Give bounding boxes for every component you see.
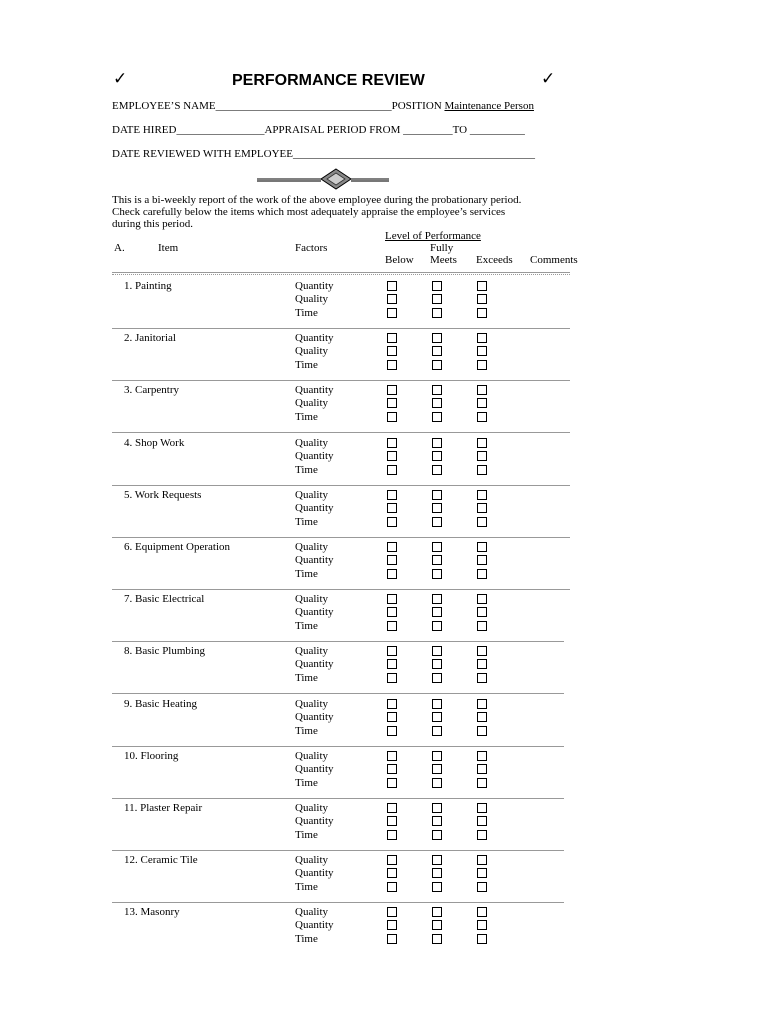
row-divider xyxy=(112,850,564,851)
item-label: 13. Masonry xyxy=(124,906,180,918)
review-item-row xyxy=(0,698,770,750)
checkbox-meets[interactable] xyxy=(432,451,442,461)
checkbox-meets[interactable] xyxy=(432,308,442,318)
factor-label: Quality xyxy=(295,397,328,410)
factors-column-header: Factors xyxy=(295,242,328,254)
review-item-row xyxy=(0,280,770,332)
item-label: 11. Plaster Repair xyxy=(124,802,203,814)
checkbox-below[interactable] xyxy=(387,830,397,840)
checkbox-meets[interactable] xyxy=(432,803,442,813)
review-item-row xyxy=(0,437,770,489)
checkbox-below[interactable] xyxy=(387,673,397,683)
checkbox-exceeds[interactable] xyxy=(477,438,487,448)
row-divider xyxy=(112,746,564,747)
factor-label: Quality xyxy=(295,489,328,501)
checkbox-meets[interactable] xyxy=(432,281,442,291)
checkbox-meets[interactable] xyxy=(432,712,442,722)
checkbox-below[interactable] xyxy=(387,360,397,370)
factor-label: Time xyxy=(295,671,318,684)
checkmark-icon: ✓ xyxy=(541,69,556,89)
checkbox-meets[interactable] xyxy=(432,830,442,840)
checkbox-below[interactable] xyxy=(387,751,397,761)
factor-label: Time xyxy=(295,619,318,632)
checkbox-exceeds[interactable] xyxy=(477,451,487,461)
checkbox-below[interactable] xyxy=(387,907,397,917)
checkbox-exceeds[interactable] xyxy=(477,569,487,579)
checkbox-below[interactable] xyxy=(387,503,397,513)
date-hired-field[interactable]: ________________ xyxy=(176,124,265,136)
checkbox-meets[interactable] xyxy=(432,438,442,448)
checkbox-below[interactable] xyxy=(387,490,397,500)
checkbox-below[interactable] xyxy=(387,555,397,565)
checkbox-meets[interactable] xyxy=(432,333,442,343)
checkbox-exceeds[interactable] xyxy=(477,412,487,422)
checkbox-below[interactable] xyxy=(387,803,397,813)
review-item-row xyxy=(0,593,770,645)
checkmark-icon: ✓ xyxy=(113,69,128,89)
checkbox-exceeds[interactable] xyxy=(477,607,487,617)
factor-label: Time xyxy=(295,776,318,789)
employee-name-row xyxy=(112,100,534,112)
checkbox-exceeds[interactable] xyxy=(477,398,487,408)
checkbox-exceeds[interactable] xyxy=(477,346,487,356)
checkbox-exceeds[interactable] xyxy=(477,803,487,813)
checkbox-exceeds[interactable] xyxy=(477,830,487,840)
checkbox-exceeds[interactable] xyxy=(477,465,487,475)
checkbox-meets[interactable] xyxy=(432,465,442,475)
factor-label: Quality xyxy=(295,293,328,306)
intro-text xyxy=(112,194,521,230)
checkbox-exceeds[interactable] xyxy=(477,360,487,370)
checkbox-below[interactable] xyxy=(387,659,397,669)
item-label: 1. Painting xyxy=(124,280,172,292)
factor-label: Quantity xyxy=(295,919,334,932)
checkbox-below[interactable] xyxy=(387,855,397,865)
checkbox-exceeds[interactable] xyxy=(477,646,487,656)
factor-label: Quality xyxy=(295,437,328,449)
checkbox-exceeds[interactable] xyxy=(477,308,487,318)
checkbox-meets[interactable] xyxy=(432,882,442,892)
row-divider xyxy=(112,537,570,538)
checkbox-below[interactable] xyxy=(387,412,397,422)
checkbox-below[interactable] xyxy=(387,465,397,475)
factor-label: Quality xyxy=(295,906,328,918)
date-reviewed-label: DATE REVIEWED WITH EMPLOYEE xyxy=(112,148,293,160)
checkbox-below[interactable] xyxy=(387,294,397,304)
factor-label: Quality xyxy=(295,345,328,358)
checkbox-meets[interactable] xyxy=(432,673,442,683)
checkbox-exceeds[interactable] xyxy=(477,281,487,291)
checkbox-below[interactable] xyxy=(387,882,397,892)
row-divider xyxy=(112,589,570,590)
checkbox-exceeds[interactable] xyxy=(477,712,487,722)
checkbox-exceeds[interactable] xyxy=(477,673,487,683)
checkbox-below[interactable] xyxy=(387,816,397,826)
checkbox-below[interactable] xyxy=(387,346,397,356)
checkbox-meets[interactable] xyxy=(432,346,442,356)
checkbox-exceeds[interactable] xyxy=(477,920,487,930)
factor-label: Quality xyxy=(295,593,328,605)
checkbox-meets[interactable] xyxy=(432,659,442,669)
item-label: 10. Flooring xyxy=(124,750,179,762)
intro-line: This is a bi-weekly report of the work of the above employee during the probationary period. xyxy=(112,194,522,206)
appraisal-to-label: TO xyxy=(452,124,468,136)
checkbox-below[interactable] xyxy=(387,438,397,448)
ornament-divider-icon xyxy=(257,168,389,190)
below-column-header: Below xyxy=(385,254,414,266)
checkbox-exceeds[interactable] xyxy=(477,934,487,944)
checkbox-below[interactable] xyxy=(387,934,397,944)
checkbox-below[interactable] xyxy=(387,778,397,788)
checkbox-below[interactable] xyxy=(387,764,397,774)
factor-label: Time xyxy=(295,880,318,893)
checkbox-below[interactable] xyxy=(387,920,397,930)
factor-label: Quantity xyxy=(295,384,334,396)
review-item-row xyxy=(0,645,770,697)
checkbox-exceeds[interactable] xyxy=(477,764,487,774)
fully-header: Fully xyxy=(430,242,454,254)
item-label: 6. Equipment Operation xyxy=(124,541,231,553)
checkbox-below[interactable] xyxy=(387,621,397,631)
checkbox-meets[interactable] xyxy=(432,555,442,565)
factor-label: Time xyxy=(295,932,318,945)
factor-label: Quality xyxy=(295,698,328,710)
checkbox-exceeds[interactable] xyxy=(477,555,487,565)
checkbox-below[interactable] xyxy=(387,333,397,343)
row-divider xyxy=(112,641,564,642)
checkbox-meets[interactable] xyxy=(432,778,442,788)
factor-label: Time xyxy=(295,358,318,371)
checkbox-meets[interactable] xyxy=(432,855,442,865)
comments-column-header: Comments xyxy=(530,254,578,266)
review-item-row xyxy=(0,854,770,906)
checkbox-meets[interactable] xyxy=(432,816,442,826)
checkbox-exceeds[interactable] xyxy=(477,333,487,343)
checkbox-below[interactable] xyxy=(387,712,397,722)
factor-label: Quantity xyxy=(295,450,334,463)
review-item-row xyxy=(0,489,770,541)
row-divider xyxy=(112,328,570,329)
item-label: 12. Ceramic Tile xyxy=(124,854,198,866)
checkbox-meets[interactable] xyxy=(432,398,442,408)
row-divider xyxy=(112,432,570,433)
factor-label: Quality xyxy=(295,802,328,814)
checkbox-meets[interactable] xyxy=(432,621,442,631)
factor-label: Quantity xyxy=(295,606,334,619)
checkbox-meets[interactable] xyxy=(432,907,442,917)
checkbox-below[interactable] xyxy=(387,308,397,318)
factor-label: Quantity xyxy=(295,711,334,724)
factor-label: Quantity xyxy=(295,280,334,292)
checkbox-meets[interactable] xyxy=(432,412,442,422)
checkbox-meets[interactable] xyxy=(432,607,442,617)
header-divider xyxy=(112,274,570,275)
checkbox-exceeds[interactable] xyxy=(477,294,487,304)
checkbox-below[interactable] xyxy=(387,569,397,579)
checkbox-below[interactable] xyxy=(387,281,397,291)
checkbox-exceeds[interactable] xyxy=(477,594,487,604)
factor-label: Time xyxy=(295,306,318,319)
date-hired-label: DATE HIRED xyxy=(112,124,177,136)
factor-label: Quality xyxy=(295,854,328,866)
date-reviewed-row xyxy=(112,148,535,160)
checkbox-exceeds[interactable] xyxy=(477,816,487,826)
checkbox-meets[interactable] xyxy=(432,294,442,304)
checkbox-exceeds[interactable] xyxy=(477,542,487,552)
row-divider xyxy=(112,380,570,381)
review-item-row xyxy=(0,332,770,384)
item-label: 7. Basic Electrical xyxy=(124,593,205,605)
checkbox-meets[interactable] xyxy=(432,726,442,736)
employee-name-field[interactable]: ________________________________ xyxy=(215,100,392,112)
factor-label: Time xyxy=(295,515,318,528)
review-item-row xyxy=(0,541,770,593)
employee-name-label: EMPLOYEE’S NAME xyxy=(112,100,216,112)
factor-label: Quantity xyxy=(295,332,334,344)
checkbox-exceeds[interactable] xyxy=(477,907,487,917)
checkbox-exceeds[interactable] xyxy=(477,659,487,669)
checkbox-exceeds[interactable] xyxy=(477,726,487,736)
item-label: 9. Basic Heating xyxy=(124,698,198,710)
page-title: PERFORMANCE REVIEW xyxy=(232,72,425,89)
factor-label: Time xyxy=(295,724,318,737)
checkbox-meets[interactable] xyxy=(432,764,442,774)
checkbox-below[interactable] xyxy=(387,594,397,604)
checkbox-below[interactable] xyxy=(387,517,397,527)
item-label: 8. Basic Plumbing xyxy=(124,645,205,657)
intro-line: Check carefully below the items which most adequately appraise the employee’s services xyxy=(112,206,506,218)
factor-label: Time xyxy=(295,828,318,841)
checkbox-below[interactable] xyxy=(387,398,397,408)
factor-label: Quantity xyxy=(295,554,334,567)
checkbox-meets[interactable] xyxy=(432,934,442,944)
checkbox-exceeds[interactable] xyxy=(477,778,487,788)
checkbox-below[interactable] xyxy=(387,726,397,736)
row-divider xyxy=(112,902,564,903)
checkbox-exceeds[interactable] xyxy=(477,517,487,527)
checkbox-exceeds[interactable] xyxy=(477,855,487,865)
checkbox-below[interactable] xyxy=(387,385,397,395)
checkbox-exceeds[interactable] xyxy=(477,868,487,878)
checkbox-meets[interactable] xyxy=(432,868,442,878)
review-item-row xyxy=(0,750,770,802)
factor-label: Quantity xyxy=(295,763,334,776)
factor-label: Time xyxy=(295,410,318,423)
position-value: Maintenance Person xyxy=(444,100,534,112)
factor-label: Time xyxy=(295,463,318,476)
factor-label: Quality xyxy=(295,750,328,762)
checkbox-meets[interactable] xyxy=(432,517,442,527)
factor-label: Quantity xyxy=(295,867,334,880)
checkbox-below[interactable] xyxy=(387,868,397,878)
checkbox-below[interactable] xyxy=(387,646,397,656)
header-divider xyxy=(112,272,570,273)
checkbox-below[interactable] xyxy=(387,451,397,461)
checkbox-below[interactable] xyxy=(387,699,397,709)
checkbox-exceeds[interactable] xyxy=(477,621,487,631)
checkbox-meets[interactable] xyxy=(432,490,442,500)
checkbox-meets[interactable] xyxy=(432,751,442,761)
item-column-header: Item xyxy=(158,242,179,254)
row-divider xyxy=(112,693,564,694)
factor-label: Quantity xyxy=(295,502,334,515)
checkbox-meets[interactable] xyxy=(432,646,442,656)
factor-label: Quantity xyxy=(295,815,334,828)
checkbox-meets[interactable] xyxy=(432,385,442,395)
review-item-row xyxy=(0,802,770,854)
item-label: 5. Work Requests xyxy=(124,489,202,501)
meets-column-header: Meets xyxy=(430,254,457,266)
intro-line: during this period. xyxy=(112,218,193,230)
checkbox-exceeds[interactable] xyxy=(477,751,487,761)
appraisal-period-label: APPRAISAL PERIOD FROM xyxy=(264,124,401,136)
factor-label: Quantity xyxy=(295,658,334,671)
review-item-row xyxy=(0,906,770,958)
date-hired-row xyxy=(112,124,525,136)
checkbox-exceeds[interactable] xyxy=(477,882,487,892)
date-reviewed-field[interactable]: ____________________________________________ xyxy=(292,148,535,160)
factor-label: Time xyxy=(295,567,318,580)
checkbox-meets[interactable] xyxy=(432,542,442,552)
checkbox-meets[interactable] xyxy=(432,503,442,513)
checkbox-exceeds[interactable] xyxy=(477,490,487,500)
position-label: POSITION xyxy=(391,100,442,112)
checkbox-meets[interactable] xyxy=(432,360,442,370)
checkbox-meets[interactable] xyxy=(432,699,442,709)
checkbox-below[interactable] xyxy=(387,542,397,552)
factor-label: Quality xyxy=(295,645,328,657)
item-label: 2. Janitorial xyxy=(124,332,176,344)
checkbox-meets[interactable] xyxy=(432,920,442,930)
checkbox-below[interactable] xyxy=(387,607,397,617)
item-label: 4. Shop Work xyxy=(124,437,185,449)
checkbox-exceeds[interactable] xyxy=(477,385,487,395)
checkbox-meets[interactable] xyxy=(432,594,442,604)
appraisal-from-field[interactable]: _________ xyxy=(403,124,453,136)
exceeds-column-header: Exceeds xyxy=(476,254,513,266)
checkbox-exceeds[interactable] xyxy=(477,699,487,709)
checkbox-meets[interactable] xyxy=(432,569,442,579)
checkbox-exceeds[interactable] xyxy=(477,503,487,513)
factor-label: Quality xyxy=(295,541,328,553)
section-label: A. xyxy=(114,242,125,254)
appraisal-to-field[interactable]: __________ xyxy=(469,124,525,136)
review-item-row xyxy=(0,384,770,436)
item-label: 3. Carpentry xyxy=(124,384,179,396)
row-divider xyxy=(112,798,564,799)
row-divider xyxy=(112,485,570,486)
level-of-performance-header: Level of Performance xyxy=(385,230,481,242)
